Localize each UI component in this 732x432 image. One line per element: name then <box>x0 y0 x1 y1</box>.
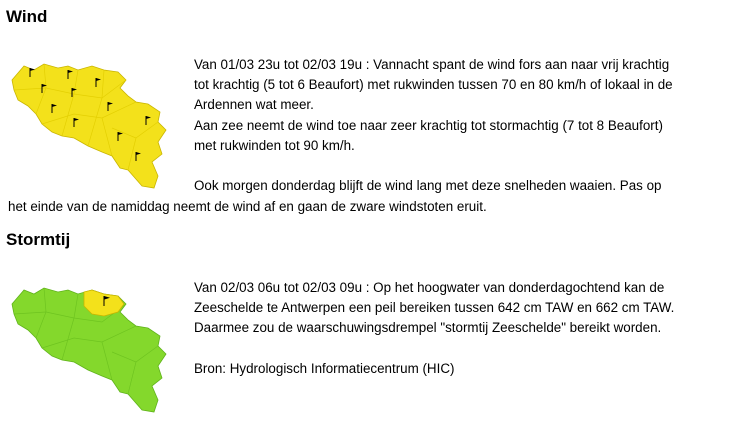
text-line: het einde van de namiddag neemt de wind af en gaan de zware windstoten eruit. <box>8 199 487 214</box>
wind-warning-text-continued <box>8 197 487 217</box>
text-line: Daarmee zou de waarschuwingsdrempel "stormtij Zeeschelde" bereikt worden. <box>194 320 662 336</box>
text-line <box>194 156 673 176</box>
wind-warning-map <box>8 58 174 194</box>
text-line: Zeeschelde te Antwerpen een peil bereiken tussen 642 cm TAW en 662 cm TAW. <box>194 300 675 316</box>
wind-warning-text <box>194 55 673 196</box>
source-line: Bron: Hydrologisch Informatiecentrum (HIC) <box>194 360 455 376</box>
belgium-wind-region <box>12 64 166 188</box>
text-line <box>194 339 674 359</box>
stormtij-warning-text <box>194 278 674 379</box>
text-line: Van 01/03 23u tot 02/03 19u : Vannacht spant de wind fors aan naar vrij krachtig <box>194 57 670 72</box>
stormtij-section-title: Stormtij <box>6 230 71 249</box>
wind-section-title: Wind <box>6 7 48 26</box>
text-line: Van 02/03 06u tot 02/03 09u : Op het hoogwater van donderdagochtend kan de <box>194 280 665 295</box>
text-line: tot krachtig (5 tot 6 Beaufort) met rukwinden tussen 70 en 80 km/h of lokaal in de <box>194 77 673 93</box>
text-line: Ardennen wat meer. <box>194 97 314 113</box>
text-line: met rukwinden tot 90 km/h. <box>194 137 355 153</box>
text-line: Ook morgen donderdag blijft de wind lang met deze snelheden waaien. Pas op <box>194 178 662 194</box>
text-line: Aan zee neemt de wind toe naar zeer krachtig tot stormachtig (7 tot 8 Beaufort) <box>194 117 663 133</box>
stormtij-warning-map <box>8 282 174 418</box>
